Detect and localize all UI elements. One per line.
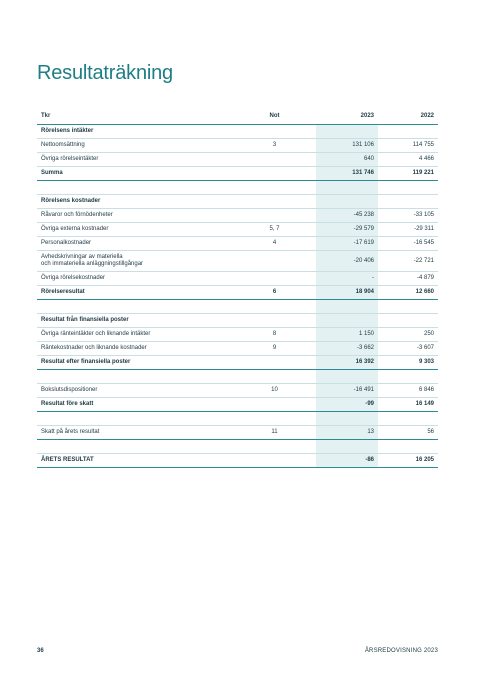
total-row [37, 167, 438, 181]
row-value-2022: 12 660 [378, 286, 438, 300]
row-label: Skatt på årets resultat [37, 426, 233, 440]
row-not [233, 167, 316, 181]
table-row [37, 223, 438, 237]
row-value-2022: -29 311 [378, 223, 438, 237]
row-label: Rörelseresultat [37, 286, 233, 300]
report-name: ÅRSREDOVISNING 2023 [364, 648, 438, 654]
table-row [37, 384, 438, 398]
table-row [37, 139, 438, 153]
row-value-2023: 640 [316, 153, 378, 167]
row-value-2023: -99 [316, 398, 378, 412]
row-value-2023: 1 150 [316, 328, 378, 342]
row-value-2023: 13 [316, 426, 378, 440]
row-label: Personalkostnader [37, 237, 233, 251]
row-label-line-2: och immateriella anläggningstillgångar [41, 261, 144, 267]
row-value-2022: 16 205 [378, 454, 438, 468]
row-label: Nettoomsättning [37, 139, 233, 153]
row-not: 11 [233, 426, 316, 440]
header-tkr: Tkr [37, 108, 233, 125]
total-row [37, 356, 438, 370]
row-value-2023: - [316, 272, 378, 286]
row-value-2023: -45 238 [316, 209, 378, 223]
table-row [37, 209, 438, 223]
row-label: ÅRETS RESULTAT [37, 454, 233, 468]
row-label: Bokslutsdispositioner [37, 384, 233, 398]
row-label: Övriga rörelsekostnader [37, 272, 233, 286]
row-value-2023: -86 [316, 454, 378, 468]
table-row [37, 251, 438, 272]
row-not [233, 356, 316, 370]
row-value-2022: 9 303 [378, 356, 438, 370]
row-value-2022: -22 721 [378, 251, 438, 272]
row-value-2022: 56 [378, 426, 438, 440]
income-statement-table-container [37, 108, 438, 468]
row-value-2023: 131 106 [316, 139, 378, 153]
section-finansiella-poster: Resultat från finansiella poster [37, 314, 233, 328]
row-label-line-1: Avhedskrivningar av materiella [41, 254, 123, 260]
row-label [37, 251, 233, 272]
row-value-2023: -17 619 [316, 237, 378, 251]
row-not: 9 [233, 342, 316, 356]
row-label: Resultat före skatt [37, 398, 233, 412]
header-2023: 2023 [316, 108, 378, 125]
row-value-2022: -4 879 [378, 272, 438, 286]
section-rorelsens-kostnader: Rörelsens kostnader [37, 195, 233, 209]
header-2022: 2022 [378, 108, 438, 125]
section-heading-row [37, 195, 438, 209]
table-row [37, 237, 438, 251]
spacer-row [37, 440, 438, 454]
row-not: 3 [233, 139, 316, 153]
row-not [233, 272, 316, 286]
header-not: Not [233, 108, 316, 125]
row-value-2022: 4 466 [378, 153, 438, 167]
row-not: 6 [233, 286, 316, 300]
row-value-2022: -16 545 [378, 237, 438, 251]
row-label: Övriga externa kostnader [37, 223, 233, 237]
row-value-2022: 6 846 [378, 384, 438, 398]
row-label: Summa [37, 167, 233, 181]
row-not: 5, 7 [233, 223, 316, 237]
row-not: 10 [233, 384, 316, 398]
total-row [37, 398, 438, 412]
total-row [37, 286, 438, 300]
section-heading-row [37, 125, 438, 139]
table-row [37, 153, 438, 167]
row-not [233, 398, 316, 412]
row-value-2022: 250 [378, 328, 438, 342]
row-label: Övriga ränteintäkter och liknande intäkter [37, 328, 233, 342]
table-row [37, 272, 438, 286]
row-value-2023: -20 406 [316, 251, 378, 272]
row-not [233, 251, 316, 272]
row-value-2023: 18 904 [316, 286, 378, 300]
row-value-2023: -16 491 [316, 384, 378, 398]
row-value-2023: -3 662 [316, 342, 378, 356]
row-label: Råvaror och förnödenheter [37, 209, 233, 223]
row-value-2023: -29 579 [316, 223, 378, 237]
row-not [233, 454, 316, 468]
row-value-2022: 114 755 [378, 139, 438, 153]
result-row [37, 454, 438, 468]
table-row [37, 342, 438, 356]
section-rorelsens-intakter: Rörelsens intäkter [37, 125, 233, 139]
row-not: 8 [233, 328, 316, 342]
row-value-2022: -33 105 [378, 209, 438, 223]
spacer-row [37, 412, 438, 426]
table-row [37, 426, 438, 440]
table-header-row [37, 108, 438, 125]
spacer-row [37, 300, 438, 314]
income-statement-table [37, 108, 438, 468]
spacer-row [37, 181, 438, 195]
row-value-2023: 131 746 [316, 167, 378, 181]
section-heading-row [37, 314, 438, 328]
row-not: 4 [233, 237, 316, 251]
row-label: Övriga rörelseintäkter [37, 153, 233, 167]
row-value-2022: 16 149 [378, 398, 438, 412]
row-value-2022: -3 607 [378, 342, 438, 356]
page-title: Resultaträkning [37, 62, 173, 84]
row-value-2022: 119 221 [378, 167, 438, 181]
row-not [233, 209, 316, 223]
page-number: 36 [37, 648, 44, 654]
table-row [37, 328, 438, 342]
row-value-2023: 16 392 [316, 356, 378, 370]
row-not [233, 153, 316, 167]
row-label: Resultat efter finansiella poster [37, 356, 233, 370]
spacer-row [37, 370, 438, 384]
row-label: Räntekostnader och liknande kostnader [37, 342, 233, 356]
